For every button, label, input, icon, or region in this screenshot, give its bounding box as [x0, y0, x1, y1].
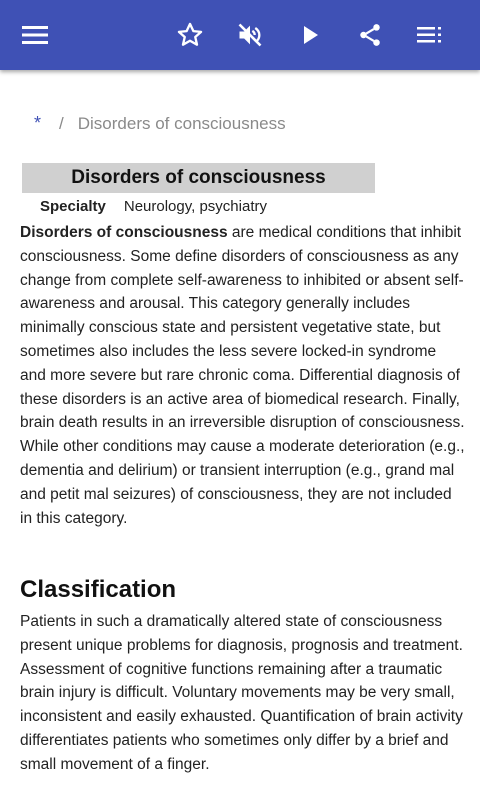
list-icon	[417, 24, 443, 46]
infobox-specialty-label: Specialty	[40, 198, 106, 215]
play-icon	[298, 23, 322, 47]
menu-button[interactable]	[15, 15, 55, 55]
share-button[interactable]	[350, 15, 390, 55]
star-icon	[176, 21, 204, 49]
infobox-specialty-row	[40, 198, 267, 215]
section-heading-classification: Classification	[20, 576, 177, 603]
classification-paragraph: Patients in such a dramatically altered state of consciousness present unique problems for diagnosis, prognosis and treatment. Assessment of cognitive functions remaining after a traumatic brain injury is difficult. Voluntary movements may be very small, inconsistent and easily exhausted. Quantification of brain activity differentiates patients who sometimes only differ by a brief and small movement of a finger.	[20, 613, 463, 773]
share-icon	[357, 22, 383, 48]
classification-section	[20, 610, 465, 777]
infobox-title: Disorders of consciousness	[22, 163, 375, 193]
menu-icon	[22, 25, 48, 45]
breadcrumb-home-link[interactable]: *	[34, 113, 42, 133]
breadcrumb	[34, 113, 286, 134]
contents-button[interactable]	[410, 15, 450, 55]
app-toolbar	[0, 0, 480, 70]
intro-text: are medical conditions that inhibit consciousness. Some define disorders of consciousness as any change from complete self-awareness to inhibited or absent self-awareness and arousal. This category generally includes minimally conscious state and persistent vegetative state, but sometimes also includes the less severe locked-in syndrome and more severe but rare chronic coma. Differential diagnosis of these disorders is an active area of biomedical research. Finally, brain death results in an irreversible disruption of consciousness. While other conditions may cause a moderate deterioration (e.g., dementia and delirium) or transient interruption (e.g., grand mal and petit mal seizures) of consciousness, they are not included in this category.	[20, 224, 465, 527]
play-button[interactable]	[290, 15, 330, 55]
mute-button[interactable]	[230, 15, 270, 55]
bookmark-button[interactable]	[170, 15, 210, 55]
mute-icon	[236, 21, 264, 49]
intro-paragraph	[20, 221, 465, 530]
infobox-specialty-value: Neurology, psychiatry	[123, 198, 267, 215]
article-intro	[20, 221, 465, 530]
breadcrumb-separator: /	[59, 114, 64, 133]
breadcrumb-current: Disorders of consciousness	[77, 114, 286, 133]
intro-bold-term: Disorders of consciousness	[20, 224, 228, 241]
